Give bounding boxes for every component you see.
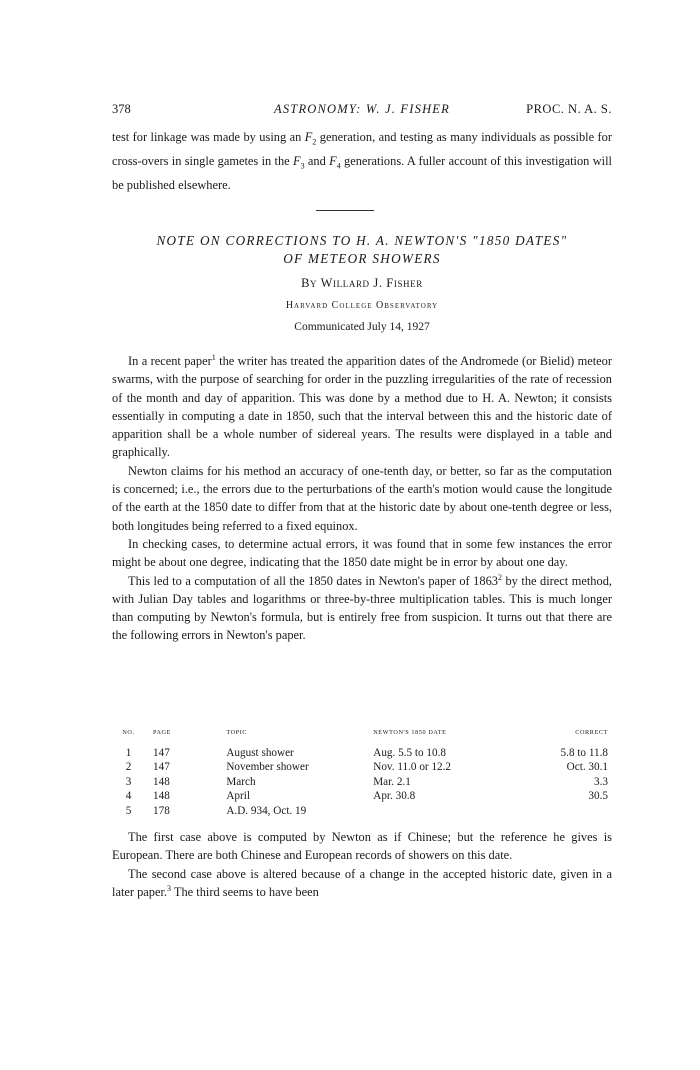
table-row: 3 148 March Mar. 2.1 3.3 [125,775,608,788]
header-newton-date: NEWTON'S 1850 DATE [373,729,447,736]
communicated-date: Communicated July 14, 1927 [294,321,430,333]
table-row: 2 147 November shower Nov. 11.0 or 12.2 Oct. 30.1 [125,761,608,774]
table-header-row [112,726,612,746]
paragraph-4: This led to a computation of all the 1850 dates in Newton's paper of 1863$^2$ by the direct method, with Julian Day tables and logarithms or three-by-three multiplication tables. This is much longer than computing by Newton's formula, but is entirely free from suspicion. It turns out that there are the following errors in Newton's paper. [112,572,612,643]
article-body [112,352,612,645]
table-row: 1 147 August shower Aug. 5.5 to 10.8 5.8 to 11.8 [125,746,608,759]
journal-abbreviation: PROC. N. A. S. [526,102,612,116]
table-row: 4 148 April Apr. 30.8 30.5 [125,790,608,803]
section-divider [316,210,374,211]
header-topic: TOPIC [226,729,248,736]
previous-article-continuation [112,128,612,194]
paragraph-6: The second case above is altered because of a change in the accepted historic date, given in a later paper.$^3$ The third seems to have been [112,866,612,899]
footnote-ref-2: 2 [497,572,502,582]
header-page: PAGE [153,729,171,736]
paragraph-1: In a recent paper$^1$ the writer has treated the apparition dates of the Andromede (or Bielid) meteor swarms, with the purpose of searching for order in the puzzling irregularities of the rate of recession of the month and day of apparition. This was done by a method due to H. A. Newton; it consists essentially in computing a date in 1850, such that the interval between this and the historic date of apparition shall be a whole number of sidereal years. The results were displayed in a table and graphically. [112,352,612,460]
running-head [112,101,612,117]
page-number: 378 [112,102,131,116]
paragraph-3: In checking cases, to determine actual errors, it was found that in some few instances the error might be about one degree, indicating that the 1850 date might be in error by about one day. [112,536,612,570]
article-title [112,232,612,268]
author-byline: By Willard J. Fisher [301,276,423,290]
errors-table [112,726,612,819]
continuation-paragraph: test for linkage was made by using an $F_2$ generation, and testing as many individuals as possible for cross-overs in single gametes in the $F_3$ and $F_4$ generations. A fuller account of this investigation will be published elsewhere. [112,130,612,192]
article-body-continued [112,828,612,901]
footnote-ref-3: 3 [167,883,172,893]
running-head-title: ASTRONOMY: W. J. FISHER [274,102,450,116]
article-title-line-1: NOTE ON CORRECTIONS TO H. A. NEWTON'S "1850 DATES" [156,233,568,248]
footnote-ref-1: 1 [211,352,216,362]
article-title-line-2: OF METEOR SHOWERS [283,251,441,266]
header-no: NO. [122,729,135,736]
paragraph-5: The first case above is computed by Newton as if Chinese; but the reference he gives is European. There are both Chinese and European records of showers on this date. [112,830,612,863]
header-correct: CORRECT [575,729,608,736]
table-row: 5 178 A.D. 934, Oct. 19 [125,804,307,817]
author-affiliation: Harvard College Observatory [285,300,439,311]
paragraph-2: Newton claims for his method an accuracy of one-tenth day, or better, so far as the computation is concerned; i.e., the errors due to the perturbations of the earth's motion would cause the longitude of the earth at the 1850 date to differ from that at the historic date by about one-tenth degree or less, both longitudes being referred to a fixed equinox. [112,463,612,533]
